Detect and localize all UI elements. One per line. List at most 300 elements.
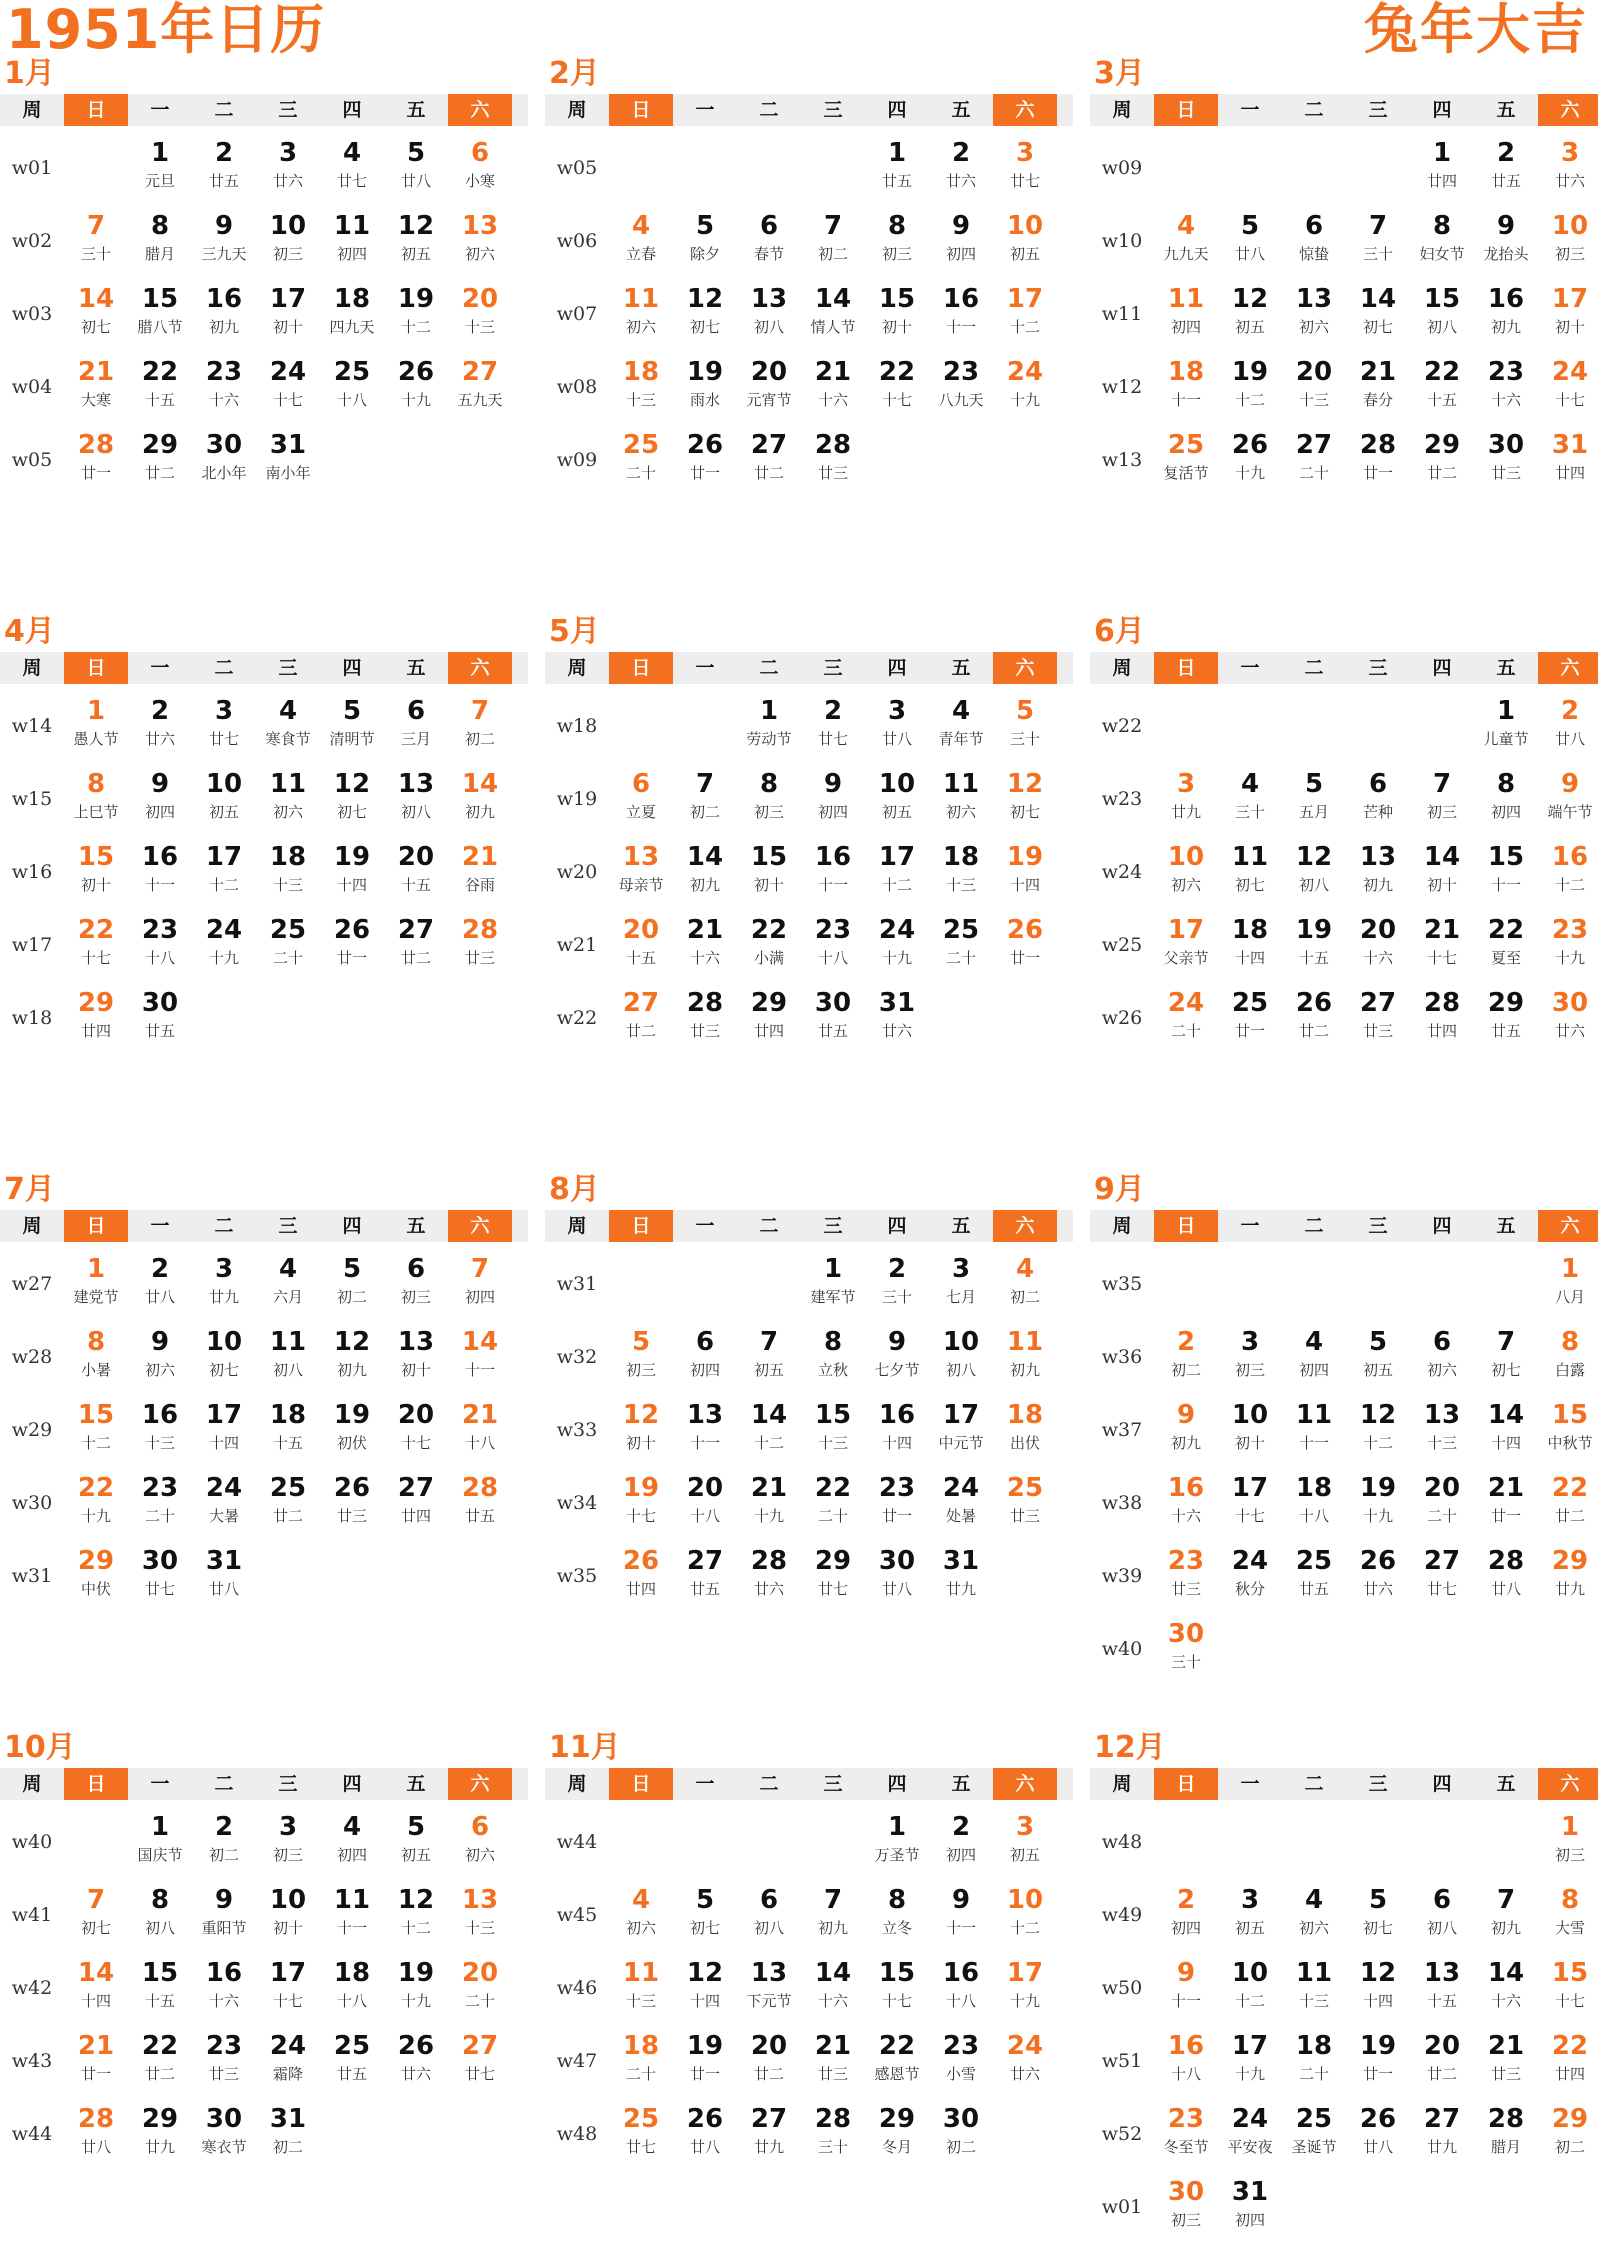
day-cell[interactable] <box>865 1952 929 2025</box>
day-cell[interactable] <box>801 1952 865 2025</box>
day-cell[interactable] <box>993 351 1057 424</box>
day-cell[interactable] <box>448 909 512 982</box>
day-cell[interactable] <box>192 278 256 351</box>
day-cell[interactable] <box>1282 1321 1346 1394</box>
day-cell[interactable] <box>1538 424 1598 497</box>
day-cell[interactable] <box>256 836 320 909</box>
day-cell[interactable] <box>1154 1321 1218 1394</box>
day-cell[interactable] <box>801 1248 865 1321</box>
day-cell[interactable] <box>1282 909 1346 982</box>
day-cell[interactable] <box>320 909 384 982</box>
day-cell[interactable] <box>384 1806 448 1879</box>
day-cell[interactable] <box>1154 909 1218 982</box>
day-cell[interactable] <box>1410 1540 1474 1613</box>
day-cell[interactable] <box>1282 2098 1346 2171</box>
day-cell[interactable] <box>865 1879 929 1952</box>
day-cell[interactable] <box>801 763 865 836</box>
day-cell[interactable] <box>64 1467 128 1540</box>
day-cell[interactable] <box>865 1540 929 1613</box>
day-cell[interactable] <box>384 205 448 278</box>
day-cell[interactable] <box>448 278 512 351</box>
day-cell[interactable] <box>320 2025 384 2098</box>
day-cell[interactable] <box>1474 1394 1538 1467</box>
day-cell[interactable] <box>1538 1467 1598 1540</box>
day-cell[interactable] <box>1154 982 1218 1055</box>
day-cell[interactable] <box>993 1806 1057 1879</box>
day-cell[interactable] <box>384 2025 448 2098</box>
day-cell[interactable] <box>1346 1540 1410 1613</box>
day-cell[interactable] <box>128 909 192 982</box>
day-cell[interactable] <box>929 1248 993 1321</box>
day-cell[interactable] <box>64 836 128 909</box>
day-cell[interactable] <box>929 1806 993 1879</box>
day-cell[interactable] <box>64 351 128 424</box>
day-cell[interactable] <box>384 1321 448 1394</box>
day-cell[interactable] <box>128 2098 192 2171</box>
day-cell[interactable] <box>1154 278 1218 351</box>
day-cell[interactable] <box>64 1394 128 1467</box>
day-cell[interactable] <box>609 1879 673 1952</box>
day-cell[interactable] <box>929 2098 993 2171</box>
day-cell[interactable] <box>1218 351 1282 424</box>
day-cell[interactable] <box>865 690 929 763</box>
day-cell[interactable] <box>673 351 737 424</box>
day-cell[interactable] <box>1346 278 1410 351</box>
day-cell[interactable] <box>192 1394 256 1467</box>
day-cell[interactable] <box>801 1879 865 1952</box>
day-cell[interactable] <box>1410 982 1474 1055</box>
day-cell[interactable] <box>737 351 801 424</box>
day-cell[interactable] <box>192 351 256 424</box>
day-cell[interactable] <box>1154 1394 1218 1467</box>
day-cell[interactable] <box>865 1321 929 1394</box>
day-cell[interactable] <box>801 909 865 982</box>
day-cell[interactable] <box>1346 1952 1410 2025</box>
day-cell[interactable] <box>448 205 512 278</box>
day-cell[interactable] <box>1282 1879 1346 1952</box>
day-cell[interactable] <box>192 690 256 763</box>
day-cell[interactable] <box>320 1321 384 1394</box>
day-cell[interactable] <box>609 2098 673 2171</box>
day-cell[interactable] <box>993 1952 1057 2025</box>
day-cell[interactable] <box>1410 763 1474 836</box>
day-cell[interactable] <box>1410 2025 1474 2098</box>
day-cell[interactable] <box>1538 2098 1598 2171</box>
day-cell[interactable] <box>128 1321 192 1394</box>
day-cell[interactable] <box>1474 909 1538 982</box>
day-cell[interactable] <box>673 2098 737 2171</box>
day-cell[interactable] <box>192 763 256 836</box>
day-cell[interactable] <box>320 690 384 763</box>
day-cell[interactable] <box>128 763 192 836</box>
day-cell[interactable] <box>865 763 929 836</box>
day-cell[interactable] <box>256 351 320 424</box>
day-cell[interactable] <box>609 1394 673 1467</box>
day-cell[interactable] <box>1346 424 1410 497</box>
day-cell[interactable] <box>128 351 192 424</box>
day-cell[interactable] <box>192 1540 256 1613</box>
day-cell[interactable] <box>1538 1248 1598 1321</box>
day-cell[interactable] <box>448 1467 512 1540</box>
day-cell[interactable] <box>384 1952 448 2025</box>
day-cell[interactable] <box>1474 1321 1538 1394</box>
day-cell[interactable] <box>609 278 673 351</box>
day-cell[interactable] <box>1282 424 1346 497</box>
day-cell[interactable] <box>320 1248 384 1321</box>
day-cell[interactable] <box>128 132 192 205</box>
day-cell[interactable] <box>1218 278 1282 351</box>
day-cell[interactable] <box>256 205 320 278</box>
day-cell[interactable] <box>192 205 256 278</box>
day-cell[interactable] <box>929 690 993 763</box>
day-cell[interactable] <box>1410 909 1474 982</box>
day-cell[interactable] <box>1538 132 1598 205</box>
day-cell[interactable] <box>64 424 128 497</box>
day-cell[interactable] <box>64 2025 128 2098</box>
day-cell[interactable] <box>1346 351 1410 424</box>
day-cell[interactable] <box>801 1394 865 1467</box>
day-cell[interactable] <box>448 1806 512 1879</box>
day-cell[interactable] <box>801 2098 865 2171</box>
day-cell[interactable] <box>64 1540 128 1613</box>
day-cell[interactable] <box>64 909 128 982</box>
day-cell[interactable] <box>384 836 448 909</box>
day-cell[interactable] <box>993 132 1057 205</box>
day-cell[interactable] <box>1218 982 1282 1055</box>
day-cell[interactable] <box>865 132 929 205</box>
day-cell[interactable] <box>993 1321 1057 1394</box>
day-cell[interactable] <box>865 1394 929 1467</box>
day-cell[interactable] <box>1538 1394 1598 1467</box>
day-cell[interactable] <box>64 278 128 351</box>
day-cell[interactable] <box>609 424 673 497</box>
day-cell[interactable] <box>801 351 865 424</box>
day-cell[interactable] <box>384 278 448 351</box>
day-cell[interactable] <box>1218 909 1282 982</box>
day-cell[interactable] <box>1346 836 1410 909</box>
day-cell[interactable] <box>1410 1879 1474 1952</box>
day-cell[interactable] <box>1282 1952 1346 2025</box>
day-cell[interactable] <box>801 836 865 909</box>
day-cell[interactable] <box>673 278 737 351</box>
day-cell[interactable] <box>384 909 448 982</box>
day-cell[interactable] <box>1474 2025 1538 2098</box>
day-cell[interactable] <box>1410 1952 1474 2025</box>
day-cell[interactable] <box>929 1321 993 1394</box>
day-cell[interactable] <box>1218 1467 1282 1540</box>
day-cell[interactable] <box>801 2025 865 2098</box>
day-cell[interactable] <box>1410 351 1474 424</box>
day-cell[interactable] <box>609 205 673 278</box>
day-cell[interactable] <box>865 1248 929 1321</box>
day-cell[interactable] <box>1218 1394 1282 1467</box>
day-cell[interactable] <box>64 763 128 836</box>
day-cell[interactable] <box>1410 278 1474 351</box>
day-cell[interactable] <box>64 1952 128 2025</box>
day-cell[interactable] <box>865 2025 929 2098</box>
day-cell[interactable] <box>929 909 993 982</box>
day-cell[interactable] <box>128 690 192 763</box>
day-cell[interactable] <box>448 1321 512 1394</box>
day-cell[interactable] <box>256 2025 320 2098</box>
day-cell[interactable] <box>993 763 1057 836</box>
day-cell[interactable] <box>929 351 993 424</box>
day-cell[interactable] <box>128 205 192 278</box>
day-cell[interactable] <box>865 1806 929 1879</box>
day-cell[interactable] <box>673 1467 737 1540</box>
day-cell[interactable] <box>929 2025 993 2098</box>
day-cell[interactable] <box>448 1248 512 1321</box>
day-cell[interactable] <box>256 763 320 836</box>
day-cell[interactable] <box>192 909 256 982</box>
day-cell[interactable] <box>320 1879 384 1952</box>
day-cell[interactable] <box>609 351 673 424</box>
day-cell[interactable] <box>673 763 737 836</box>
day-cell[interactable] <box>64 1248 128 1321</box>
day-cell[interactable] <box>1538 763 1598 836</box>
day-cell[interactable] <box>865 351 929 424</box>
day-cell[interactable] <box>1410 2098 1474 2171</box>
day-cell[interactable] <box>865 909 929 982</box>
day-cell[interactable] <box>1218 1540 1282 1613</box>
day-cell[interactable] <box>1154 1952 1218 2025</box>
day-cell[interactable] <box>929 1952 993 2025</box>
day-cell[interactable] <box>737 909 801 982</box>
day-cell[interactable] <box>929 205 993 278</box>
day-cell[interactable] <box>929 836 993 909</box>
day-cell[interactable] <box>1282 982 1346 1055</box>
day-cell[interactable] <box>1538 351 1598 424</box>
day-cell[interactable] <box>1218 2025 1282 2098</box>
day-cell[interactable] <box>1538 836 1598 909</box>
day-cell[interactable] <box>128 1248 192 1321</box>
day-cell[interactable] <box>1538 982 1598 1055</box>
day-cell[interactable] <box>256 690 320 763</box>
day-cell[interactable] <box>1410 132 1474 205</box>
day-cell[interactable] <box>1474 836 1538 909</box>
day-cell[interactable] <box>1346 1467 1410 1540</box>
day-cell[interactable] <box>737 690 801 763</box>
day-cell[interactable] <box>320 351 384 424</box>
day-cell[interactable] <box>1538 1879 1598 1952</box>
day-cell[interactable] <box>448 763 512 836</box>
day-cell[interactable] <box>448 2025 512 2098</box>
day-cell[interactable] <box>1154 2171 1218 2244</box>
day-cell[interactable] <box>865 982 929 1055</box>
day-cell[interactable] <box>384 763 448 836</box>
day-cell[interactable] <box>1154 763 1218 836</box>
day-cell[interactable] <box>737 2025 801 2098</box>
day-cell[interactable] <box>1282 1540 1346 1613</box>
day-cell[interactable] <box>1474 424 1538 497</box>
day-cell[interactable] <box>320 278 384 351</box>
day-cell[interactable] <box>1282 1467 1346 1540</box>
day-cell[interactable] <box>993 2025 1057 2098</box>
day-cell[interactable] <box>993 1879 1057 1952</box>
day-cell[interactable] <box>192 1952 256 2025</box>
day-cell[interactable] <box>1218 1321 1282 1394</box>
day-cell[interactable] <box>320 836 384 909</box>
day-cell[interactable] <box>1346 763 1410 836</box>
day-cell[interactable] <box>929 1540 993 1613</box>
day-cell[interactable] <box>256 1394 320 1467</box>
day-cell[interactable] <box>64 1879 128 1952</box>
day-cell[interactable] <box>1154 1540 1218 1613</box>
day-cell[interactable] <box>1218 205 1282 278</box>
day-cell[interactable] <box>320 1467 384 1540</box>
day-cell[interactable] <box>192 424 256 497</box>
day-cell[interactable] <box>1410 1467 1474 1540</box>
day-cell[interactable] <box>737 1467 801 1540</box>
day-cell[interactable] <box>1218 1952 1282 2025</box>
day-cell[interactable] <box>1154 205 1218 278</box>
day-cell[interactable] <box>384 1467 448 1540</box>
day-cell[interactable] <box>737 2098 801 2171</box>
day-cell[interactable] <box>1474 132 1538 205</box>
day-cell[interactable] <box>1154 1613 1218 1686</box>
day-cell[interactable] <box>993 1248 1057 1321</box>
day-cell[interactable] <box>1218 836 1282 909</box>
day-cell[interactable] <box>448 690 512 763</box>
day-cell[interactable] <box>384 1879 448 1952</box>
day-cell[interactable] <box>128 1952 192 2025</box>
day-cell[interactable] <box>1218 2171 1282 2244</box>
day-cell[interactable] <box>256 1952 320 2025</box>
day-cell[interactable] <box>1410 1394 1474 1467</box>
day-cell[interactable] <box>256 1879 320 1952</box>
day-cell[interactable] <box>1346 2098 1410 2171</box>
day-cell[interactable] <box>192 836 256 909</box>
day-cell[interactable] <box>384 1394 448 1467</box>
day-cell[interactable] <box>1474 763 1538 836</box>
day-cell[interactable] <box>929 278 993 351</box>
day-cell[interactable] <box>865 836 929 909</box>
day-cell[interactable] <box>1410 205 1474 278</box>
day-cell[interactable] <box>1218 2098 1282 2171</box>
day-cell[interactable] <box>320 1806 384 1879</box>
day-cell[interactable] <box>737 1321 801 1394</box>
day-cell[interactable] <box>865 1467 929 1540</box>
day-cell[interactable] <box>192 2025 256 2098</box>
day-cell[interactable] <box>1474 351 1538 424</box>
day-cell[interactable] <box>1474 1540 1538 1613</box>
day-cell[interactable] <box>673 1321 737 1394</box>
day-cell[interactable] <box>1282 763 1346 836</box>
day-cell[interactable] <box>448 1952 512 2025</box>
day-cell[interactable] <box>993 205 1057 278</box>
day-cell[interactable] <box>673 1879 737 1952</box>
day-cell[interactable] <box>993 836 1057 909</box>
day-cell[interactable] <box>384 132 448 205</box>
day-cell[interactable] <box>801 278 865 351</box>
day-cell[interactable] <box>1474 1467 1538 1540</box>
day-cell[interactable] <box>1346 982 1410 1055</box>
day-cell[interactable] <box>320 1394 384 1467</box>
day-cell[interactable] <box>1474 1952 1538 2025</box>
day-cell[interactable] <box>1474 690 1538 763</box>
day-cell[interactable] <box>128 278 192 351</box>
day-cell[interactable] <box>1538 1952 1598 2025</box>
day-cell[interactable] <box>1346 1321 1410 1394</box>
day-cell[interactable] <box>448 836 512 909</box>
day-cell[interactable] <box>320 205 384 278</box>
day-cell[interactable] <box>1218 424 1282 497</box>
day-cell[interactable] <box>801 424 865 497</box>
day-cell[interactable] <box>801 205 865 278</box>
day-cell[interactable] <box>448 132 512 205</box>
day-cell[interactable] <box>737 1394 801 1467</box>
day-cell[interactable] <box>609 763 673 836</box>
day-cell[interactable] <box>128 1540 192 1613</box>
day-cell[interactable] <box>609 1467 673 1540</box>
day-cell[interactable] <box>673 2025 737 2098</box>
day-cell[interactable] <box>801 690 865 763</box>
day-cell[interactable] <box>1154 1879 1218 1952</box>
day-cell[interactable] <box>1538 205 1598 278</box>
day-cell[interactable] <box>64 2098 128 2171</box>
day-cell[interactable] <box>320 132 384 205</box>
day-cell[interactable] <box>1474 982 1538 1055</box>
day-cell[interactable] <box>737 1879 801 1952</box>
day-cell[interactable] <box>448 1394 512 1467</box>
day-cell[interactable] <box>64 205 128 278</box>
day-cell[interactable] <box>192 2098 256 2171</box>
day-cell[interactable] <box>673 1540 737 1613</box>
day-cell[interactable] <box>1154 351 1218 424</box>
day-cell[interactable] <box>192 1806 256 1879</box>
day-cell[interactable] <box>256 424 320 497</box>
day-cell[interactable] <box>929 763 993 836</box>
day-cell[interactable] <box>1538 690 1598 763</box>
day-cell[interactable] <box>1346 2025 1410 2098</box>
day-cell[interactable] <box>1154 2098 1218 2171</box>
day-cell[interactable] <box>128 424 192 497</box>
day-cell[interactable] <box>865 205 929 278</box>
day-cell[interactable] <box>1346 909 1410 982</box>
day-cell[interactable] <box>1474 205 1538 278</box>
day-cell[interactable] <box>865 2098 929 2171</box>
day-cell[interactable] <box>1538 278 1598 351</box>
day-cell[interactable] <box>673 836 737 909</box>
day-cell[interactable] <box>384 690 448 763</box>
day-cell[interactable] <box>1410 424 1474 497</box>
day-cell[interactable] <box>1346 1394 1410 1467</box>
day-cell[interactable] <box>929 132 993 205</box>
day-cell[interactable] <box>609 1321 673 1394</box>
day-cell[interactable] <box>1154 2025 1218 2098</box>
day-cell[interactable] <box>1410 836 1474 909</box>
day-cell[interactable] <box>737 763 801 836</box>
day-cell[interactable] <box>1538 1806 1598 1879</box>
day-cell[interactable] <box>929 1394 993 1467</box>
day-cell[interactable] <box>609 1540 673 1613</box>
day-cell[interactable] <box>673 205 737 278</box>
day-cell[interactable] <box>1538 2025 1598 2098</box>
day-cell[interactable] <box>64 690 128 763</box>
day-cell[interactable] <box>256 1467 320 1540</box>
day-cell[interactable] <box>737 424 801 497</box>
day-cell[interactable] <box>737 982 801 1055</box>
day-cell[interactable] <box>609 909 673 982</box>
day-cell[interactable] <box>1282 351 1346 424</box>
day-cell[interactable] <box>128 836 192 909</box>
day-cell[interactable] <box>64 982 128 1055</box>
day-cell[interactable] <box>1218 763 1282 836</box>
day-cell[interactable] <box>1154 1467 1218 1540</box>
day-cell[interactable] <box>192 1321 256 1394</box>
day-cell[interactable] <box>1474 2098 1538 2171</box>
day-cell[interactable] <box>1218 1879 1282 1952</box>
